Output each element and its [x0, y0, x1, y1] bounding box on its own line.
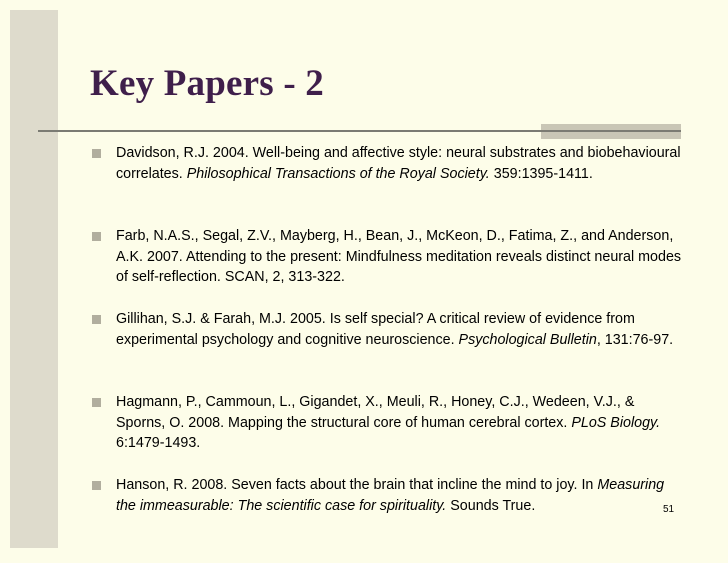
square-bullet-icon	[92, 481, 101, 490]
reference-item	[116, 143, 686, 184]
reference-details: Sounds True.	[446, 497, 536, 514]
square-bullet-icon	[92, 232, 101, 241]
title-rule	[38, 130, 681, 132]
reference-journal: PLoS Biology.	[571, 414, 661, 431]
reference-journal: Measuring the immeasurable: The scientific case for spirituality.	[116, 477, 665, 514]
reference-details: , 131:76-97.	[596, 331, 674, 348]
square-bullet-icon	[92, 149, 101, 158]
reference-journal: Philosophical Transactions of the Royal Society.	[186, 165, 490, 182]
reference-text: Farb, N.A.S., Segal, Z.V., Mayberg, H., Bean, J., McKeon, D., Fatima, Z., and Anderson, A.K. 2007. Attending to the present: Mindfulness meditation reveals distinct neural modes of self-reflection. SCAN, 2, 313-322.	[116, 228, 682, 285]
reference-journal: Psychological Bulletin	[458, 331, 597, 348]
reference-item	[116, 475, 686, 516]
page-number: 51	[663, 504, 675, 515]
reference-details: 359:1395-1411.	[489, 165, 593, 182]
reference-details: 6:1479-1493.	[116, 435, 201, 451]
left-decorative-band	[10, 10, 58, 548]
reference-item	[116, 309, 686, 350]
reference-item	[116, 392, 686, 454]
reference-text: Hanson, R. 2008. Seven facts about the brain that incline the mind to joy. In	[116, 477, 598, 493]
square-bullet-icon	[92, 398, 101, 407]
reference-text: Gillihan, S.J. & Farah, M.J. 2005. Is self special? A critical review of evidence from experimental psychology and cognitive neuroscience.	[116, 311, 635, 348]
reference-text: Hagmann, P., Cammoun, L., Gigandet, X., Meuli, R., Honey, C.J., Wedeen, V.J., & Sporns, O. 2008. Mapping the structural core of human cerebral cortex.	[116, 394, 635, 431]
reference-text: Davidson, R.J. 2004. Well-being and affective style: neural substrates and biobehavioural correlates.	[116, 145, 681, 182]
reference-item	[116, 226, 686, 288]
slide-title: Key Papers - 2	[90, 63, 324, 104]
square-bullet-icon	[92, 315, 101, 324]
